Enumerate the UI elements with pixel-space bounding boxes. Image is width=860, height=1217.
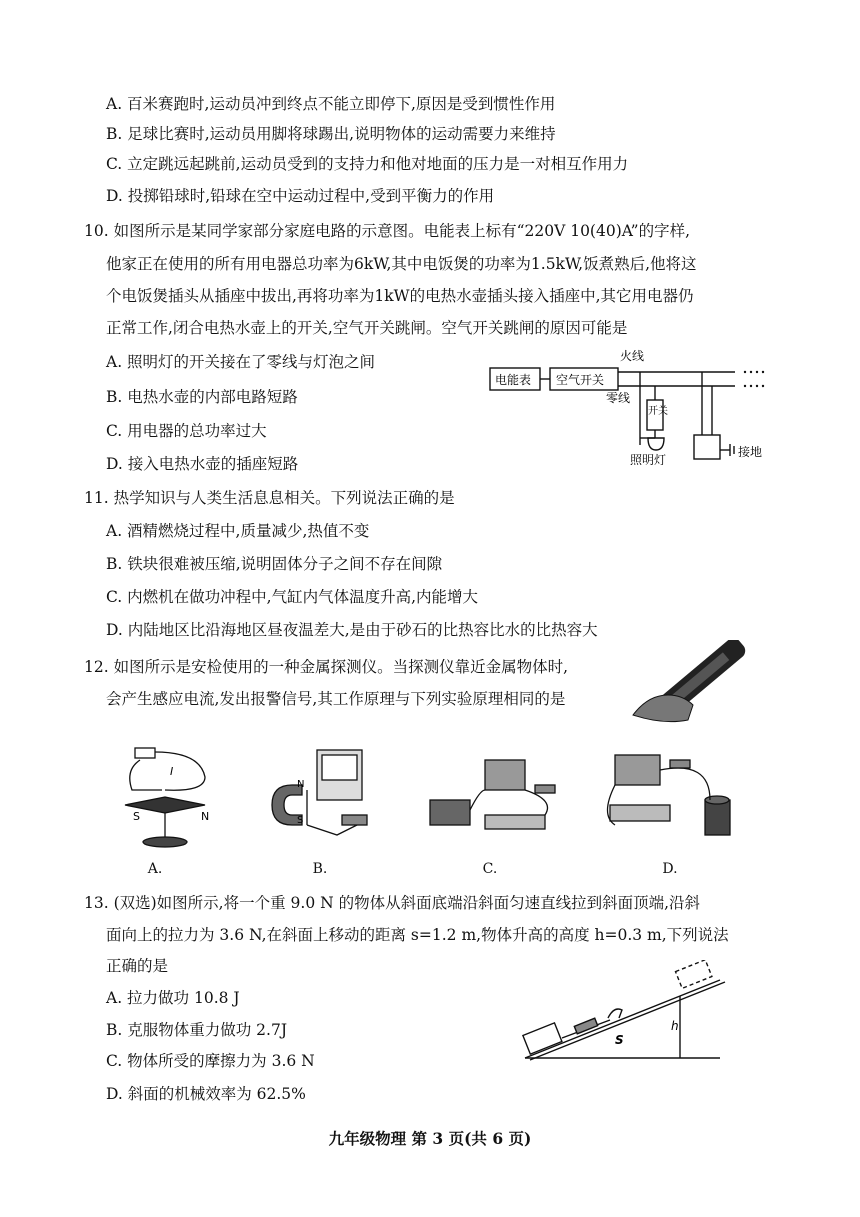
q13-option-a: A. 拉力做功 10.8 J	[106, 989, 240, 1007]
experiment-c-figure	[425, 755, 565, 850]
q13-stem-line2: 面向上的拉力为 3.6 N,在斜面上移动的距离 s=1.2 m,物体升高的高度 h=0.3 m,下列说法	[106, 926, 729, 944]
incline-plane-figure	[520, 960, 770, 1070]
neutral-wire-label: 零线	[606, 391, 631, 405]
meter-label: 电能表	[495, 373, 532, 387]
q12-stem-line2: 会产生感应电流,发出报警信号,其工作原理与下列实验原理相同的是	[106, 690, 566, 708]
live-wire-label: 火线	[620, 349, 645, 363]
q10-option-c: C. 用电器的总功率过大	[106, 422, 267, 440]
q9-option-d: D. 投掷铅球时,铅球在空中运动过程中,受到平衡力的作用	[106, 187, 495, 205]
q11-option-b: B. 铁块很难被压缩,说明固体分子之间不存在间隙	[106, 555, 443, 573]
height-h-label: h	[671, 1019, 679, 1033]
b-south-label: S	[297, 815, 304, 826]
q9-option-b: B. 足球比赛时,运动员用脚将球踢出,说明物体的运动需要力来维持	[106, 125, 556, 143]
current-label: I	[170, 765, 174, 778]
q13-option-b: B. 克服物体重力做功 2.7J	[106, 1021, 288, 1039]
north-pole-label: N	[201, 810, 210, 823]
home-circuit-diagram	[480, 340, 780, 465]
q10-stem-line3: 个电饭煲插头从插座中拔出,再将功率为1kW的电热水壶插头接入插座中,其它用电器仍	[106, 287, 694, 305]
caption-c: C.	[482, 861, 498, 877]
caption-b: B.	[312, 861, 328, 877]
q10-option-b: B. 电热水壶的内部电路短路	[106, 388, 298, 406]
breaker-label: 空气开关	[556, 373, 605, 387]
q13-stem-line1: 13. (双选)如图所示,将一个重 9.0 N 的物体从斜面底端沿斜面匀速直线拉到斜面顶端,沿斜	[84, 894, 701, 912]
q11-option-c: C. 内燃机在做功冲程中,气缸内气体温度升高,内能增大	[106, 588, 479, 606]
q10-option-a: A. 照明灯的开关接在了零线与灯泡之间	[106, 353, 376, 371]
caption-d: D.	[662, 861, 678, 877]
caption-a: A.	[147, 861, 163, 877]
ground-label: 接地	[738, 445, 763, 459]
q11-stem: 11. 热学知识与人类生活息息相关。下列说法正确的是	[84, 489, 455, 507]
q11-option-a: A. 酒精燃烧过程中,质量减少,热值不变	[106, 522, 370, 540]
q10-stem-line4: 正常工作,闭合电热水壶上的开关,空气开关跳闸。空气开关跳闸的原因可能是	[106, 319, 628, 337]
metal-detector-figure	[628, 640, 768, 730]
q13-option-d: D. 斜面的机械效率为 62.5%	[106, 1085, 306, 1103]
experiment-d-figure	[600, 750, 750, 855]
experiment-b-figure	[262, 745, 382, 855]
q10-option-d: D. 接入电热水壶的插座短路	[106, 455, 299, 473]
q11-option-d: D. 内陆地区比沿海地区昼夜温差大,是由于砂石的比热容比水的比热容大	[106, 621, 598, 639]
distance-s-label: S	[615, 1033, 624, 1047]
switch-label: 开关	[648, 406, 668, 417]
q10-stem-line1: 10. 如图所示是某同学家部分家庭电路的示意图。电能表上标有“220V 10(40)A”的字样,	[84, 222, 691, 240]
q9-option-a: A. 百米赛跑时,运动员冲到终点不能立即停下,原因是受到惯性作用	[106, 95, 556, 113]
south-pole-label: S	[133, 810, 140, 823]
page-footer: 九年级物理 第 3 页(共 6 页)	[328, 1129, 532, 1148]
q12-stem-line1: 12. 如图所示是安检使用的一种金属探测仪。当探测仪靠近金属物体时,	[84, 658, 569, 676]
q13-option-c: C. 物体所受的摩擦力为 3.6 N	[106, 1052, 315, 1070]
experiment-a-figure	[115, 740, 225, 855]
q13-stem-line3: 正确的是	[106, 957, 169, 975]
lamp-label: 照明灯	[630, 453, 667, 465]
q10-stem-line2: 他家正在使用的所有用电器总功率为6kW,其中电饭煲的功率为1.5kW,饭煮熟后,他将这	[106, 255, 697, 273]
q9-option-c: C. 立定跳远起跳前,运动员受到的支持力和他对地面的压力是一对相互作用力	[106, 155, 629, 173]
b-north-label: N	[297, 779, 305, 790]
